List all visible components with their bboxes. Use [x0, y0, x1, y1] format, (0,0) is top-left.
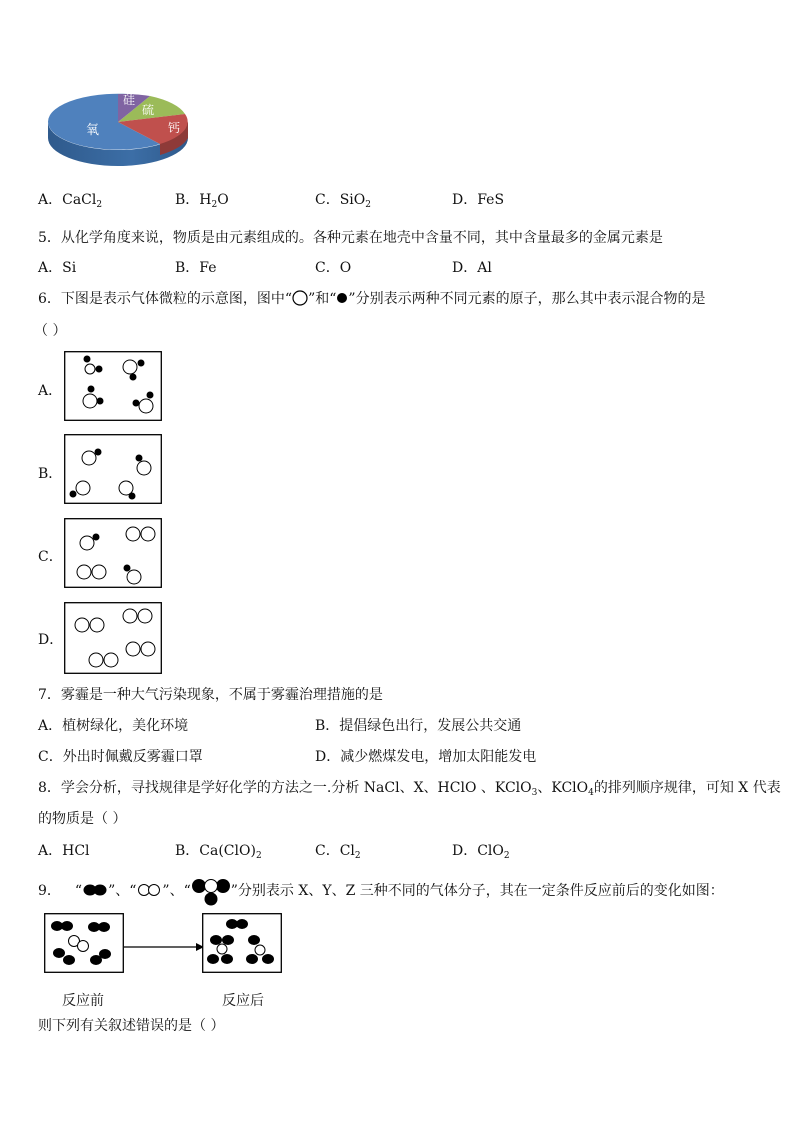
q9-before-label: 反应前 — [62, 993, 104, 1009]
q4-option-d[interactable]: D．FeS — [452, 192, 505, 208]
y-molecule-icon — [136, 883, 162, 897]
q4-option-b[interactable]: B．$H_2O$ — [175, 192, 229, 210]
q6-label-d[interactable]: D． — [38, 632, 64, 648]
q9-question: 则下列有关叙述错误的是（ ） — [38, 1018, 225, 1034]
z-molecule-icon — [191, 877, 231, 907]
q6-label-b[interactable]: B． — [38, 466, 63, 482]
pie-label-sulfur: 硫 — [142, 103, 155, 117]
q6-stem: 6．下图是表示气体微粒的示意图，图中“ ”和“ ”分别表示两种不同元素的原子，那么其中表示混合物的是 — [38, 291, 706, 307]
element-pie-chart — [40, 80, 200, 180]
q6-box-a[interactable] — [64, 351, 162, 421]
q9-after-label: 反应后 — [222, 993, 264, 1009]
q8-option-d[interactable]: D．ClO$_2$ — [452, 843, 510, 861]
q7-option-a[interactable]: A．植树绿化，美化环境 — [38, 718, 189, 734]
q7-option-d[interactable]: D．减少燃煤发电，增加太阳能发电 — [315, 749, 537, 765]
q8-option-c[interactable]: C．$Cl_2$ — [315, 843, 361, 861]
pie-label-calcium: 钙 — [168, 121, 181, 135]
q5-option-b[interactable]: B．Fe — [175, 260, 217, 276]
q9-stem: 9． “ ”、“ ”、“ ”分别表示 X、Y、Z 三种不同的气体分子，其在一定条件反应前后的变化如图： — [38, 877, 724, 907]
q4-option-c[interactable]: C．SiO$_2$ — [315, 192, 371, 210]
q7-stem: 7．雾霾是一种大气污染现象，不属于雾霾治理措施的是 — [38, 687, 383, 703]
q8-option-a[interactable]: A．HCl — [38, 843, 90, 859]
q7-option-c[interactable]: C．外出时佩戴反雾霾口罩 — [38, 749, 203, 765]
black-atom-icon — [336, 292, 348, 304]
q5-option-c[interactable]: C．O — [315, 260, 352, 276]
q5-option-a[interactable]: A．Si — [38, 260, 77, 276]
q9-after-box — [202, 913, 282, 973]
q8-stem-line2: 的物质是（ ） — [38, 811, 127, 827]
q5-option-d[interactable]: D．Al — [452, 260, 492, 276]
pie-label-silicon: 硅 — [123, 93, 136, 107]
q6-box-b[interactable] — [64, 434, 162, 504]
pie-label-oxygen: 氧 — [86, 123, 100, 138]
x-molecule-icon — [82, 883, 108, 897]
q8-option-b[interactable]: B．$Ca(ClO)_2$ — [175, 843, 262, 861]
q6-box-d[interactable] — [64, 602, 162, 674]
q7-option-b[interactable]: B．提倡绿色出行，发展公共交通 — [315, 718, 522, 734]
q6-paren: （ ） — [34, 323, 67, 339]
q6-box-c[interactable] — [64, 518, 162, 588]
q9-before-box — [44, 913, 124, 973]
q6-label-a[interactable]: A． — [38, 383, 63, 399]
q6-label-c[interactable]: C． — [38, 549, 63, 565]
reaction-arrow — [124, 940, 204, 954]
q4-option-a[interactable]: A．CaCl$_2$ — [38, 192, 103, 210]
q8-stem: 8．学会分析，寻找规律是学好化学的方法之一.分析 NaCl、X、HClO 、KClO$_3$、KClO$_4$的排列顺序规律，可知 X 代表 — [38, 780, 781, 798]
white-atom-icon — [292, 290, 308, 306]
q5-stem: 5．从化学角度来说，物质是由元素组成的。各种元素在地壳中含量不同，其中含量最多的金属元素是 — [38, 230, 663, 246]
